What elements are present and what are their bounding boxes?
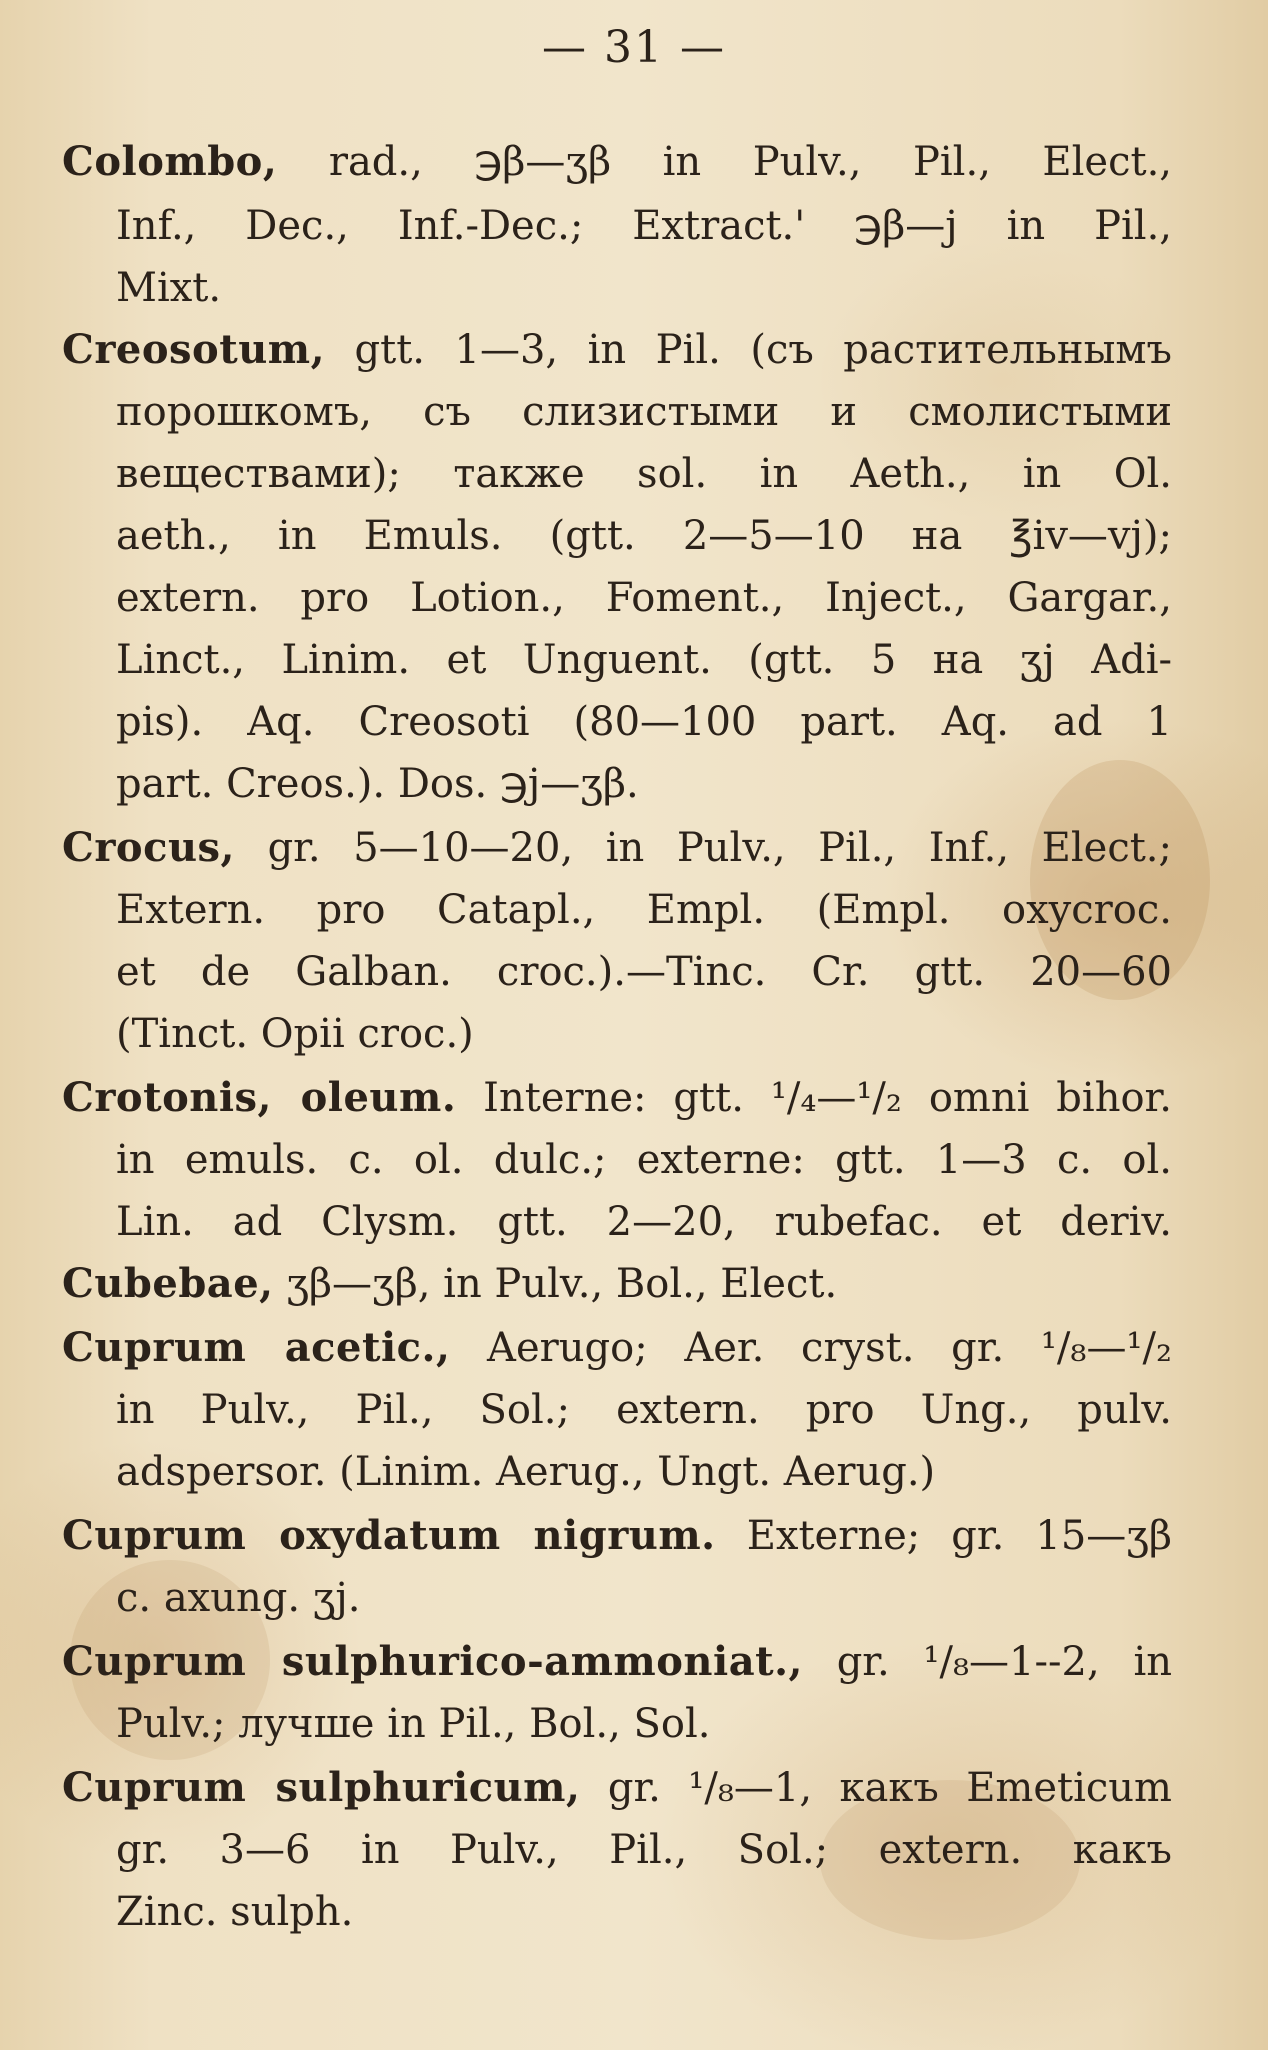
entry-line-cuprum-acetic [62, 1320, 1172, 1376]
entry-text: Extern. pro Catapl., Empl. (Empl. oxycroc. [116, 887, 1172, 933]
entry-heading: Crotonis, oleum. [62, 1074, 457, 1121]
entry-text: in emuls. c. ol. dulc.; externe: gtt. 1—3 c. ol. [116, 1137, 1172, 1183]
entry-line [116, 1696, 1172, 1752]
entry-line [116, 1884, 1172, 1940]
entry-text: порошкомъ, съ слизистыми и смолистыми [116, 389, 1172, 435]
entry-text: Zinc. sulph. [116, 1889, 354, 1935]
entry-line [116, 1132, 1172, 1188]
entry-line [116, 384, 1172, 440]
entry-text: веществами); также sol. in Aeth., in Ol. [116, 451, 1172, 497]
entry-heading: Creosotum, [62, 326, 326, 373]
entry-text: aeth., in Emuls. (gtt. 2—5—10 на ℥iv—vj); [116, 513, 1172, 559]
entry-text: gtt. 1—3, in Pil. (съ растительнымъ [325, 327, 1172, 373]
entry-line [116, 882, 1172, 938]
entry-text: Pulv.; лучше in Pil., Bol., Sol. [116, 1701, 711, 1747]
entry-line [116, 944, 1172, 1000]
entry-line [116, 1570, 1172, 1626]
entry-line-cuprum-sulphuricum [62, 1760, 1172, 1816]
entry-text: Aerugo; Aer. cryst. gr. ¹/₈—¹/₂ [450, 1325, 1172, 1371]
entry-heading: Cubebae, [62, 1260, 274, 1307]
entry-line [116, 508, 1172, 564]
entry-text: extern. pro Lotion., Foment., Inject., Gargar., [116, 575, 1172, 621]
entry-text: gr. 3—6 in Pulv., Pil., Sol.; extern. какъ [116, 1827, 1172, 1873]
entry-line [116, 570, 1172, 626]
entry-text: Interne: gtt. ¹/₄—¹/₂ omni bihor. [456, 1075, 1172, 1121]
entry-line [116, 1006, 1172, 1062]
entry-line [116, 1822, 1172, 1878]
entry-text: adspersor. (Linim. Aerug., Ungt. Aerug.) [116, 1449, 936, 1495]
entry-text: rad., ℈β—ʒβ in Pulv., Pil., Elect., [277, 139, 1172, 185]
entry-line [116, 260, 1172, 316]
entry-line [116, 1444, 1172, 1500]
entry-text: gr. 5—10—20, in Pulv., Pil., Inf., Elect.; [234, 825, 1172, 871]
entry-text: pis). Aq. Creosoti (80—100 part. Aq. ad 1 [116, 699, 1172, 745]
entry-heading: Cuprum sulphurico-ammoniat., [62, 1638, 803, 1685]
entry-text: et de Galban. croc.).—Tinc. Cr. gtt. 20—60 [116, 949, 1172, 995]
entry-text: gr. ¹/₈—1--2, in [802, 1639, 1172, 1685]
entry-text: in Pulv., Pil., Sol.; extern. pro Ung., pulv. [116, 1387, 1172, 1433]
entry-text: c. axung. ʒj. [116, 1575, 361, 1621]
entry-line [116, 1194, 1172, 1250]
entry-text: ʒβ—ʒβ, in Pulv., Bol., Elect. [273, 1261, 838, 1307]
entry-line-creosotum [62, 322, 1172, 378]
entry-line [116, 198, 1172, 254]
entry-text: (Tinct. Opii croc.) [116, 1011, 474, 1057]
entry-line-cuprum-oxydatum [62, 1508, 1172, 1564]
entry-text: Linct., Linim. et Unguent. (gtt. 5 на ʒj Adi- [116, 637, 1172, 683]
entry-line-cuprum-sulphurico-ammoniat [62, 1634, 1172, 1690]
entry-text: Lin. ad Clysm. gtt. 2—20, rubefac. et deriv. [116, 1199, 1172, 1245]
entry-heading: Colombo, [62, 138, 278, 185]
entry-line-crocus [62, 820, 1172, 876]
entry-line [116, 756, 1172, 812]
entry-line-crotonis [62, 1070, 1172, 1126]
entry-text: part. Creos.). Dos. ℈j—ʒβ. [116, 761, 639, 807]
page-number: — 31 — [542, 22, 726, 73]
entry-heading: Cuprum oxydatum nigrum. [62, 1512, 716, 1559]
entry-heading: Crocus, [62, 824, 235, 871]
entry-line-cubebae [62, 1256, 1172, 1312]
entry-line [116, 694, 1172, 750]
entry-line [116, 446, 1172, 502]
entry-line [116, 1382, 1172, 1438]
entry-text: gr. ¹/₈—1, какъ Emeticum [580, 1765, 1172, 1811]
entry-text: Mixt. [116, 265, 222, 311]
entry-text: Externe; gr. 15—ʒβ [715, 1513, 1173, 1559]
entry-heading: Cuprum sulphuricum, [62, 1764, 581, 1811]
entry-line-colombo [62, 134, 1172, 190]
entry-text: Inf., Dec., Inf.-Dec.; Extract.' ℈β—j in Pil., [116, 203, 1172, 249]
entry-heading: Cuprum acetic., [62, 1324, 451, 1371]
entry-line [116, 632, 1172, 688]
